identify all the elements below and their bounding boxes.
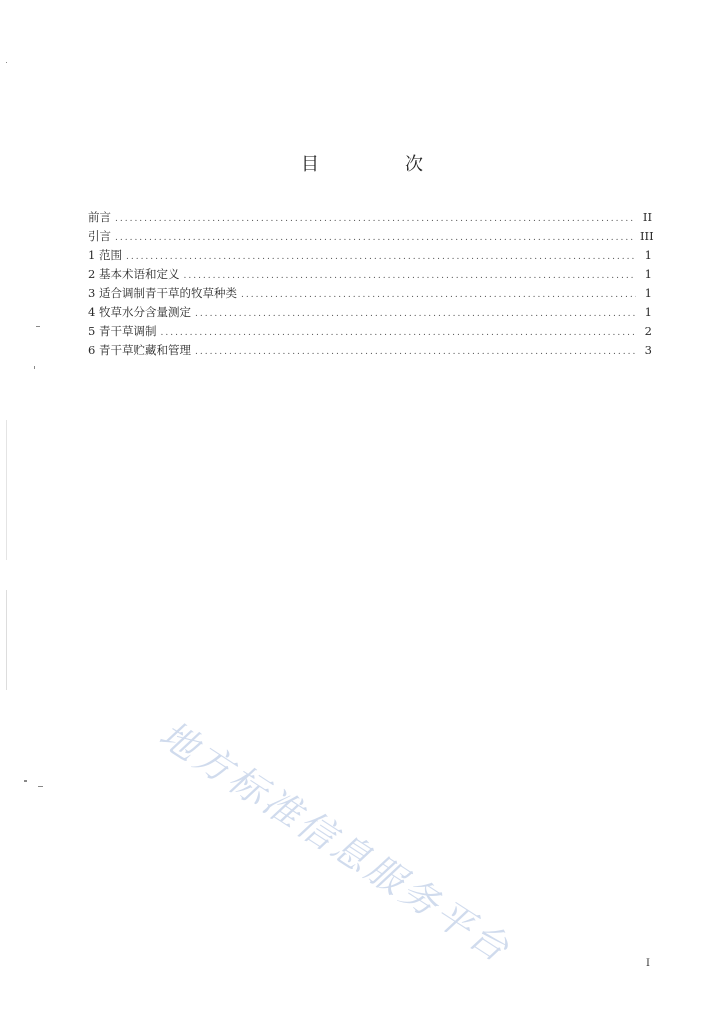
watermark-text: 地方标准信息服务平台 bbox=[151, 712, 519, 972]
toc-entry[interactable] bbox=[88, 323, 652, 342]
scan-speck bbox=[36, 326, 40, 327]
toc-leader-dots bbox=[183, 271, 636, 281]
toc-entry[interactable] bbox=[88, 228, 652, 247]
toc-entry-label: 3 适合调制青干草的牧草种类 bbox=[88, 286, 237, 300]
toc-entry[interactable] bbox=[88, 266, 652, 285]
toc-leader-dots bbox=[160, 328, 636, 338]
scan-speck bbox=[38, 786, 43, 787]
toc-entry-label: 6 青干草贮藏和管理 bbox=[88, 343, 191, 357]
footer-page-number: I bbox=[646, 958, 650, 969]
toc-entry-label: 5 青干草调制 bbox=[88, 324, 157, 338]
toc-title: 目 次 bbox=[301, 154, 457, 175]
toc-entry[interactable] bbox=[88, 247, 652, 266]
toc-leader-dots bbox=[241, 290, 636, 300]
toc-entry-label: 引言 bbox=[88, 229, 111, 243]
toc-entry[interactable] bbox=[88, 209, 652, 228]
toc-entry-label: 前言 bbox=[88, 210, 111, 224]
toc-entry[interactable] bbox=[88, 285, 652, 304]
toc-entry-page: 3 bbox=[644, 343, 652, 357]
toc-leader-dots bbox=[126, 252, 636, 262]
toc-entry-page: 1 bbox=[644, 286, 652, 300]
scan-speck bbox=[6, 62, 7, 63]
toc-entry-page: 2 bbox=[644, 324, 652, 338]
toc-leader-dots bbox=[195, 309, 636, 319]
scan-speck bbox=[24, 780, 27, 782]
toc-leader-dots bbox=[115, 233, 636, 243]
toc-leader-dots bbox=[195, 347, 636, 357]
toc-entry-label: 2 基本术语和定义 bbox=[88, 267, 180, 281]
toc-entry-label: 1 范围 bbox=[88, 248, 122, 262]
scan-speck bbox=[34, 366, 35, 369]
scan-speck bbox=[6, 420, 7, 560]
toc-entry-page: 1 bbox=[644, 305, 652, 319]
table-of-contents bbox=[88, 209, 652, 361]
toc-entry-page: III bbox=[640, 229, 654, 243]
scan-speck bbox=[6, 590, 7, 690]
toc-entry-page: II bbox=[642, 210, 652, 224]
toc-leader-dots bbox=[115, 214, 636, 224]
toc-entry[interactable] bbox=[88, 304, 652, 323]
toc-entry-label: 4 牧草水分含量测定 bbox=[88, 305, 191, 319]
toc-entry[interactable] bbox=[88, 342, 652, 361]
toc-entry-page: 1 bbox=[644, 267, 652, 281]
toc-entry-page: 1 bbox=[644, 248, 652, 262]
